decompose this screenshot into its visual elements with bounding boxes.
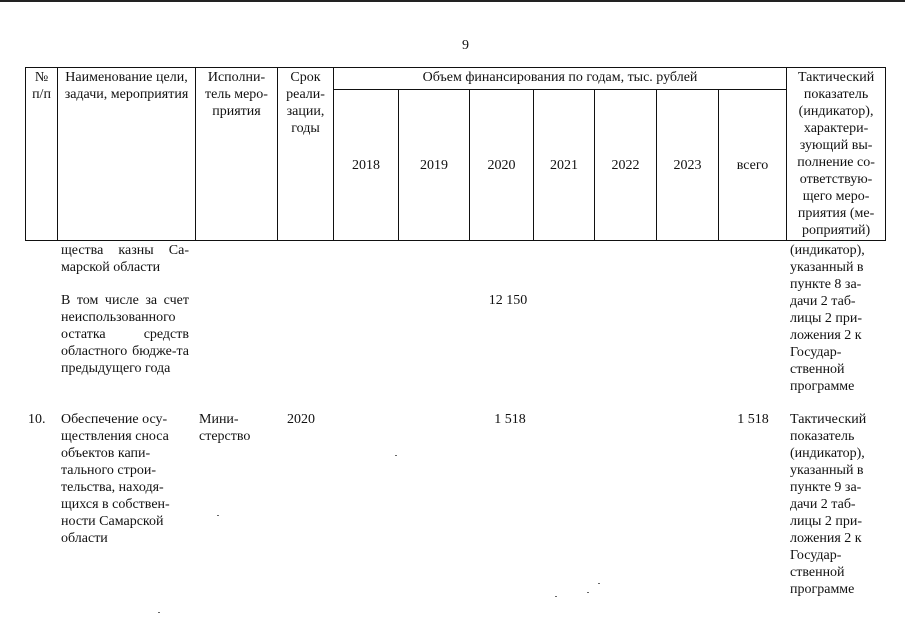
header-col-executor: Исполни-тель меро-приятия — [196, 68, 278, 241]
header-col-number: № п/п — [26, 68, 58, 241]
scan-speck — [555, 596, 557, 597]
row10-indicator: Тактический показатель (индикатор), указанный в пункте 9 за-дачи 2 таб-лицы 2 при-ложения 2 к Государ-ственной программе — [790, 412, 867, 597]
row10-name: Обеспечение осу-ществления сноса объектов капи-тального строи-тельства, находя-щихся в собствен-ности Самарской области — [61, 412, 170, 546]
header-col-name: Наименование цели, задачи, мероприятия — [58, 68, 196, 241]
page-number: 9 — [462, 38, 469, 53]
header-year-2022: 2022 — [595, 90, 657, 241]
scan-speck — [217, 515, 219, 516]
scan-speck — [395, 455, 397, 456]
top-border-line — [0, 0, 905, 2]
cont-row-indicator: (индикатор), указанный в пункте 8 за-дачи 2 таб-лицы 2 при-ложения 2 к Государ-ственной программе — [790, 243, 865, 394]
header-col-term: Срок реали-зации, годы — [278, 68, 334, 241]
row10-2020-value: 1 518 — [494, 412, 526, 427]
header-year-2018: 2018 — [334, 90, 399, 241]
header-col-indicator: Тактический показатель (индикатор), характери-зующий вы-полнение со-ответствую-щего меро-приятия (ме-роприятий) — [787, 68, 886, 241]
row10-executor: Мини-стерство — [199, 412, 251, 444]
header-year-2021: 2021 — [534, 90, 595, 241]
row10-total: 1 518 — [737, 412, 769, 427]
scan-speck — [158, 612, 160, 613]
sub-row-2020-value: 12 150 — [488, 293, 528, 308]
header-table — [25, 67, 886, 241]
row10-number: 10. — [28, 412, 46, 427]
row10-term: 2020 — [287, 412, 315, 427]
header-year-2023: 2023 — [657, 90, 719, 241]
header-col-financing: Объем финансирования по годам, тыс. рублей — [334, 68, 787, 90]
header-year-2019: 2019 — [399, 90, 470, 241]
sub-row-name: В том числе за счет неиспользованного остатка средств областного бюдже-та предыдущего года — [61, 293, 189, 376]
scan-speck — [587, 592, 589, 593]
header-year-2020: 2020 — [470, 90, 534, 241]
cont-row-name: щества казны Са-марской области — [61, 243, 189, 275]
scan-speck — [598, 583, 600, 584]
header-total: всего — [719, 90, 787, 241]
